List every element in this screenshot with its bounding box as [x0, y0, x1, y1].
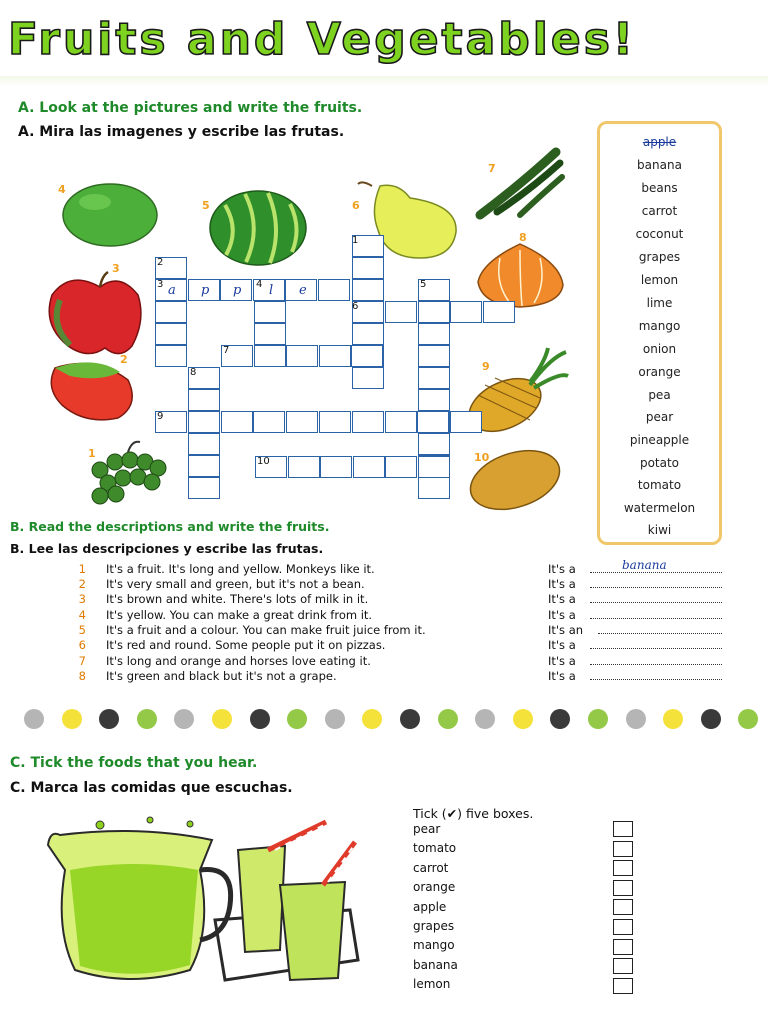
tick-item-label: apple — [413, 899, 447, 914]
tick-item-label: grapes — [413, 919, 455, 933]
answer-prefix: It's a — [548, 608, 576, 622]
tick-checkbox[interactable] — [613, 899, 633, 915]
word-bank — [597, 121, 722, 545]
crossword-number: 1 — [352, 235, 359, 246]
row-number: 5 — [78, 623, 86, 637]
crossword-number: 10 — [257, 456, 270, 467]
fruit-number: 5 — [202, 199, 210, 212]
tick-item-label: carrot — [413, 860, 449, 875]
crossword-letter: e — [299, 283, 307, 298]
crossword-letter: p — [201, 283, 210, 298]
tick-item-label: orange — [413, 880, 456, 895]
fruit-number: 4 — [58, 183, 66, 196]
crossword-cell[interactable] — [352, 257, 384, 279]
crossword-cell[interactable] — [155, 323, 187, 345]
crossword-cell[interactable] — [483, 301, 515, 323]
word-bank-item: grapes — [638, 250, 681, 264]
word-bank-item: kiwi — [647, 523, 672, 537]
crossword-number: 3 — [157, 279, 164, 290]
tick-checkbox[interactable] — [613, 841, 633, 857]
divider-dot — [325, 709, 345, 729]
crossword-cell[interactable] — [288, 456, 320, 478]
divider-dot — [475, 709, 495, 729]
fruit-number: 10 — [474, 451, 490, 464]
tick-checkbox[interactable] — [613, 978, 633, 994]
tick-checkbox[interactable] — [613, 939, 633, 955]
divider-dot — [62, 709, 82, 729]
answer-line[interactable] — [590, 679, 722, 680]
section-c-heading-es: C. Marca las comidas que escuchas. — [10, 780, 293, 796]
answer-line[interactable] — [590, 602, 722, 603]
crossword-cell[interactable] — [351, 345, 383, 367]
word-bank-item: potato — [639, 456, 680, 470]
answer-line[interactable] — [590, 664, 722, 665]
crossword-cell[interactable] — [385, 456, 417, 478]
crossword-cell[interactable] — [418, 345, 450, 367]
word-bank-item: carrot — [641, 204, 678, 218]
description-row — [0, 558, 768, 577]
word-bank-item: beans — [641, 181, 678, 195]
word-bank-item: coconut — [635, 227, 684, 241]
tick-item-label: mango — [413, 938, 455, 953]
fruit-number: 6 — [352, 199, 360, 212]
word-bank-item: tomato — [637, 478, 682, 492]
crossword-cell[interactable] — [418, 323, 450, 345]
answer-line[interactable] — [590, 648, 722, 649]
answer-prefix: It's a — [548, 638, 576, 652]
crossword-cell[interactable] — [319, 411, 351, 433]
row-number: 4 — [78, 608, 86, 622]
word-bank-item: watermelon — [623, 501, 696, 515]
description-row — [0, 592, 768, 607]
answer-prefix: It's a — [548, 592, 576, 606]
crossword-cell[interactable] — [352, 323, 384, 345]
divider-dot — [362, 709, 382, 729]
fruit-number: 2 — [120, 353, 128, 366]
crossword-cell[interactable] — [188, 477, 220, 499]
description-text: It's green and black but it's not a grape. — [106, 669, 337, 683]
crossword-cell[interactable] — [254, 323, 286, 345]
section-b-heading-es: B. Lee las descripciones y escribe las frutas. — [10, 541, 324, 556]
crossword-cell[interactable] — [254, 345, 286, 367]
divider-dot — [588, 709, 608, 729]
fruit-number: 9 — [482, 360, 490, 373]
divider-dot — [701, 709, 721, 729]
divider-dot — [438, 709, 458, 729]
crossword-cell[interactable] — [352, 367, 384, 389]
word-bank-item: pear — [645, 410, 674, 424]
tick-checkbox[interactable] — [613, 958, 633, 974]
fruit-number: 8 — [519, 231, 527, 244]
crossword-cell[interactable] — [253, 411, 285, 433]
description-text: It's yellow. You can make a great drink from it. — [106, 608, 373, 622]
answer-prefix: It's a — [548, 562, 576, 576]
tick-checkbox[interactable] — [613, 860, 633, 876]
crossword-cell[interactable] — [353, 456, 385, 478]
tick-item-label: tomato — [413, 841, 457, 856]
fruit-number: 3 — [112, 262, 120, 275]
crossword-cell[interactable] — [320, 456, 352, 478]
description-row — [0, 577, 768, 592]
word-bank-item: mango — [638, 319, 681, 333]
crossword-number: 7 — [223, 345, 230, 356]
word-bank-item: lime — [646, 296, 673, 310]
crossword-cell[interactable] — [418, 433, 450, 455]
section-c-heading-en: C. Tick the foods that you hear. — [10, 755, 258, 771]
divider-dot — [663, 709, 683, 729]
crossword-cell[interactable] — [286, 411, 318, 433]
tick-item-label: banana — [413, 957, 458, 972]
answer-prefix: It's a — [548, 577, 576, 591]
crossword-cell[interactable] — [188, 411, 220, 433]
section-b-heading-en: B. Read the descriptions and write the fruits. — [10, 519, 330, 534]
answer-line[interactable] — [590, 587, 722, 588]
row-number: 8 — [78, 669, 86, 683]
crossword-cell[interactable] — [352, 279, 384, 301]
crossword-cell[interactable] — [385, 301, 417, 323]
section-a-heading-es: A. Mira las imagenes y escribe las frutas. — [18, 124, 345, 140]
word-bank-item: pea — [648, 388, 671, 402]
juice-illustration — [40, 810, 370, 990]
answer-line[interactable] — [590, 572, 722, 573]
divider-dot — [212, 709, 232, 729]
tick-item-label: pear — [413, 822, 441, 836]
crossword-letter: l — [269, 283, 274, 298]
crossword-cell[interactable] — [155, 301, 187, 323]
description-text: It's brown and white. There's lots of milk in it. — [106, 592, 369, 606]
answer-prefix: It's an — [548, 623, 584, 637]
crossword-cell[interactable] — [417, 411, 449, 433]
fruit-number: 7 — [488, 162, 496, 175]
word-bank-item: pineapple — [629, 433, 690, 447]
divider-dot — [99, 709, 119, 729]
word-bank-item: lemon — [640, 273, 679, 287]
description-row — [0, 654, 768, 669]
crossword-cell[interactable] — [319, 345, 351, 367]
divider-dot — [513, 709, 533, 729]
page-title: Fruits and Vegetables! — [8, 14, 636, 65]
divider-dot — [250, 709, 270, 729]
answer-prefix: It's a — [548, 654, 576, 668]
crossword-number: 6 — [352, 301, 359, 312]
description-text: It's long and orange and horses love eating it. — [106, 654, 371, 668]
word-bank-item: banana — [637, 158, 682, 172]
crossword-cell[interactable] — [418, 477, 450, 499]
crossword-letter: a — [168, 283, 176, 298]
word-bank-item: apple — [642, 135, 677, 149]
tick-checkbox[interactable] — [613, 880, 633, 896]
crossword-cell[interactable] — [418, 456, 450, 478]
answer-line[interactable] — [590, 618, 722, 619]
description-text: It's a fruit and a colour. You can make fruit juice from it. — [106, 623, 426, 637]
divider-dot — [550, 709, 570, 729]
crossword-cell[interactable] — [352, 411, 384, 433]
tick-instruction: Tick (✔) five boxes. — [413, 806, 534, 821]
crossword-cell[interactable] — [188, 433, 220, 455]
answer-text: banana — [622, 558, 667, 572]
divider-dot — [738, 709, 758, 729]
description-row — [0, 608, 768, 623]
crossword-cell[interactable] — [418, 301, 450, 323]
section-a-heading-en: A. Look at the pictures and write the fruits. — [18, 100, 363, 116]
fruit-number: 1 — [88, 447, 96, 460]
crossword-number: 8 — [190, 367, 197, 378]
crossword-cell[interactable] — [418, 367, 450, 389]
description-text: It's very small and green, but it's not a bean. — [106, 577, 365, 591]
word-bank-item: onion — [642, 342, 677, 356]
row-number: 7 — [78, 654, 86, 668]
crossword-cell[interactable] — [450, 301, 482, 323]
row-number: 3 — [78, 592, 86, 606]
tick-checkbox[interactable] — [613, 821, 633, 837]
row-number: 2 — [78, 577, 86, 591]
answer-prefix: It's a — [548, 669, 576, 683]
crossword-cell[interactable] — [188, 389, 220, 411]
crossword-cell[interactable] — [254, 301, 286, 323]
crossword-cell[interactable] — [155, 345, 187, 367]
crossword-number: 9 — [157, 411, 164, 422]
tick-item-label: lemon — [413, 977, 451, 992]
description-text: It's a fruit. It's long and yellow. Monkeys like it. — [106, 562, 375, 576]
crossword-number: 2 — [157, 257, 164, 268]
description-row — [0, 669, 768, 684]
crossword-cell[interactable] — [318, 279, 350, 301]
divider-dot — [287, 709, 307, 729]
description-row — [0, 638, 768, 653]
tick-checkbox[interactable] — [613, 919, 633, 935]
crossword-cell[interactable] — [188, 455, 220, 477]
row-number: 1 — [78, 562, 86, 576]
crossword-cell[interactable] — [286, 345, 318, 367]
divider-dot — [400, 709, 420, 729]
divider-dot — [137, 709, 157, 729]
divider-dot — [174, 709, 194, 729]
crossword-cell[interactable] — [418, 389, 450, 411]
description-text: It's red and round. Some people put it on pizzas. — [106, 638, 386, 652]
crossword-cell[interactable] — [385, 411, 417, 433]
crossword-cell[interactable] — [221, 411, 253, 433]
row-number: 6 — [78, 638, 86, 652]
description-row — [0, 623, 768, 638]
crossword-number: 5 — [420, 279, 427, 290]
crossword-letter: p — [233, 283, 242, 298]
answer-line[interactable] — [598, 633, 722, 634]
divider-dot — [24, 709, 44, 729]
crossword-number: 4 — [256, 279, 263, 290]
crossword-cell[interactable] — [450, 411, 482, 433]
word-bank-item: orange — [638, 365, 681, 379]
divider-dot — [626, 709, 646, 729]
